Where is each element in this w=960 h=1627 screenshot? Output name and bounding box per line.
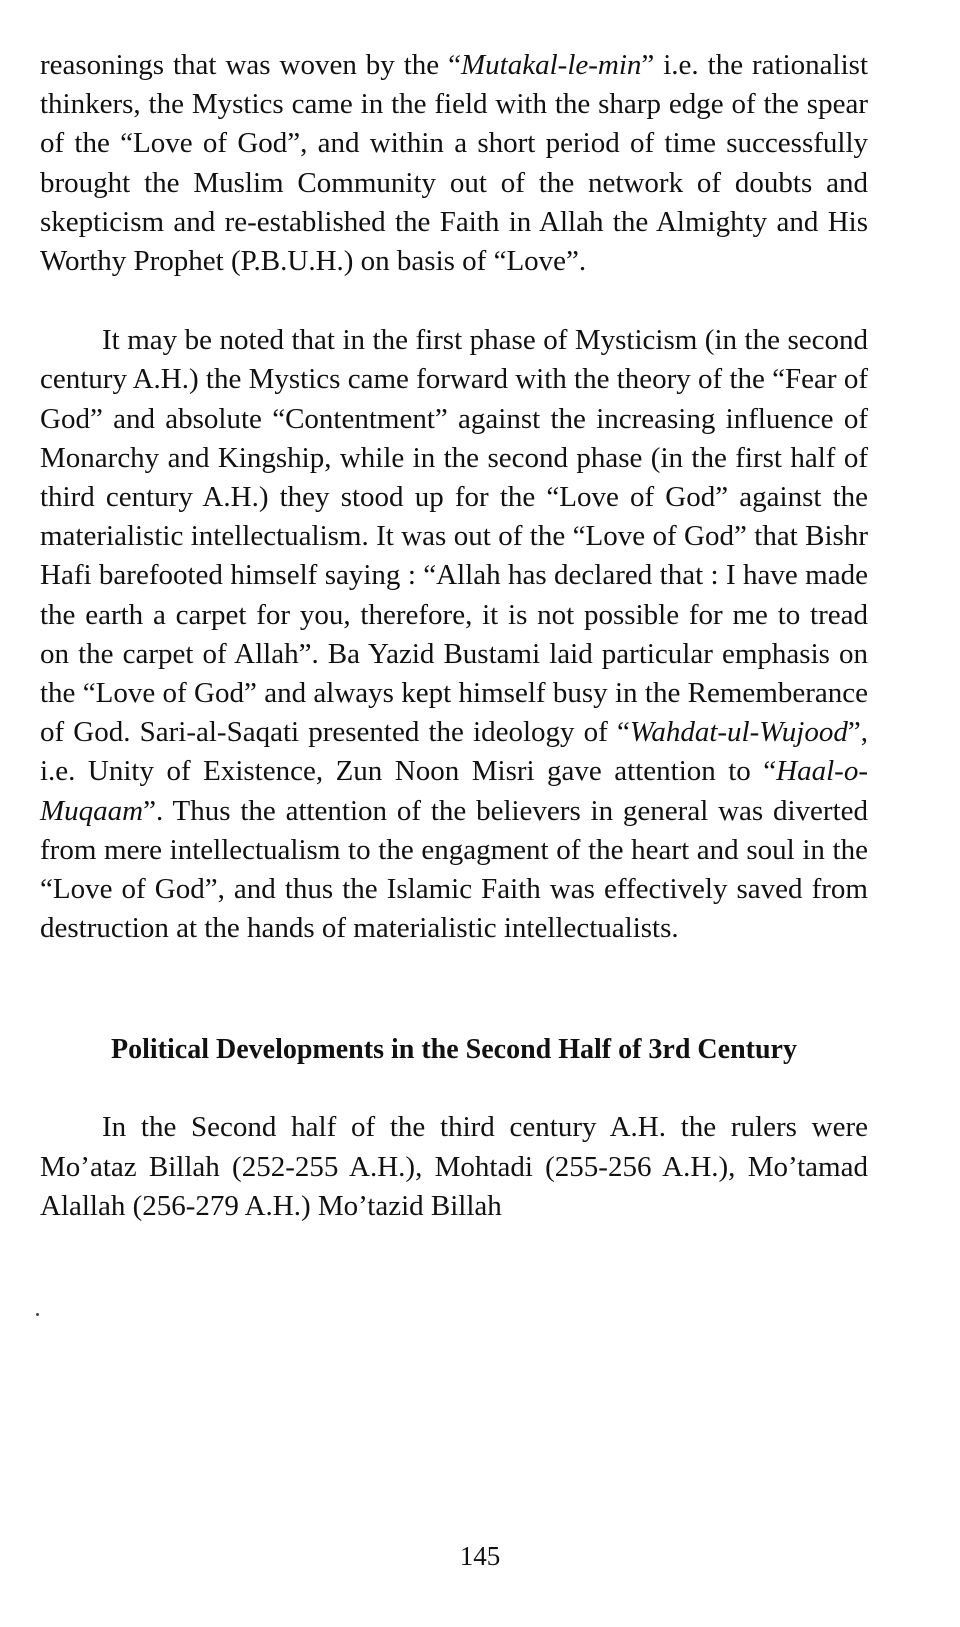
paragraph-spacer bbox=[40, 281, 868, 321]
italic-term: Mutakal-le-min bbox=[461, 49, 642, 81]
page-body bbox=[40, 46, 868, 1226]
paragraph-phases-of-mysticism bbox=[40, 321, 868, 948]
text-run: ” i.e. the rationalist thinkers, the Mystics came in the field with the sharp edge of the spear of the “Love of God”, and within a short period of time successfully brought the Muslim Community out of the network of doubts and skepticism and re-established the Faith in Allah the Almighty and His Worthy Prophet (P.B.U.H.) on basis of “Love”. bbox=[40, 49, 868, 278]
italic-term: Wahdat-ul-Wujood bbox=[629, 716, 848, 749]
paragraph-rulers bbox=[40, 1108, 868, 1226]
text-run: ”, i.e. Unity of Existence, Zun Noon Misri gave attention to “ bbox=[40, 716, 868, 788]
paragraph-mystics-love bbox=[40, 46, 868, 281]
text-run: In the Second half of the third century A.H. the rulers were Mo’ataz Billah (252-255 A.H.), Mohtadi (255-256 A.H.), Mo’tamad Alallah (256-279 A.H.) Mo’tazid Billah bbox=[40, 1111, 868, 1222]
scan-speck bbox=[36, 1313, 39, 1316]
heading-spacer bbox=[40, 1070, 868, 1108]
section-heading: Political Developments in the Second Half of 3rd Century bbox=[111, 1034, 797, 1066]
text-run: ”. Thus the attention of the believers in general was diverted from mere intellectualism to the engagment of the heart and soul in the “Love of God”, and thus the Islamic Faith was effectively saved from destruction at the hands of materialistic intellectualists. bbox=[40, 794, 868, 945]
text-run: reasonings that was woven by the “ bbox=[40, 49, 462, 81]
page-number: 145 bbox=[459, 1541, 501, 1571]
italic-term: Haal-o-Muqaam bbox=[40, 755, 868, 827]
section-spacer bbox=[40, 948, 868, 1030]
text-run: It may be noted that in the first phase of Mysticism (in the second century A.H.) the Mystics came forward with the theory of the “Fear of God” and absolute “Contentment” against the increasing influence of Monarchy and Kingship, while in the second phase (in the first half of third century A.H.) they stood up for the “Love of God” against the materialistic intellectualism. It was out of the “Love of God” that Bishr Hafi barefooted himself saying : “Allah has declared that : I have made the earth a carpet for you, therefore, it is not possible for me to tread on the carpet of Allah”. Ba Yazid Bustami laid particular emphasis on the “Love of God” and always kept himself busy in the Rememberance of God. Sari-al-Saqati presented the ideology of “ bbox=[40, 324, 868, 749]
